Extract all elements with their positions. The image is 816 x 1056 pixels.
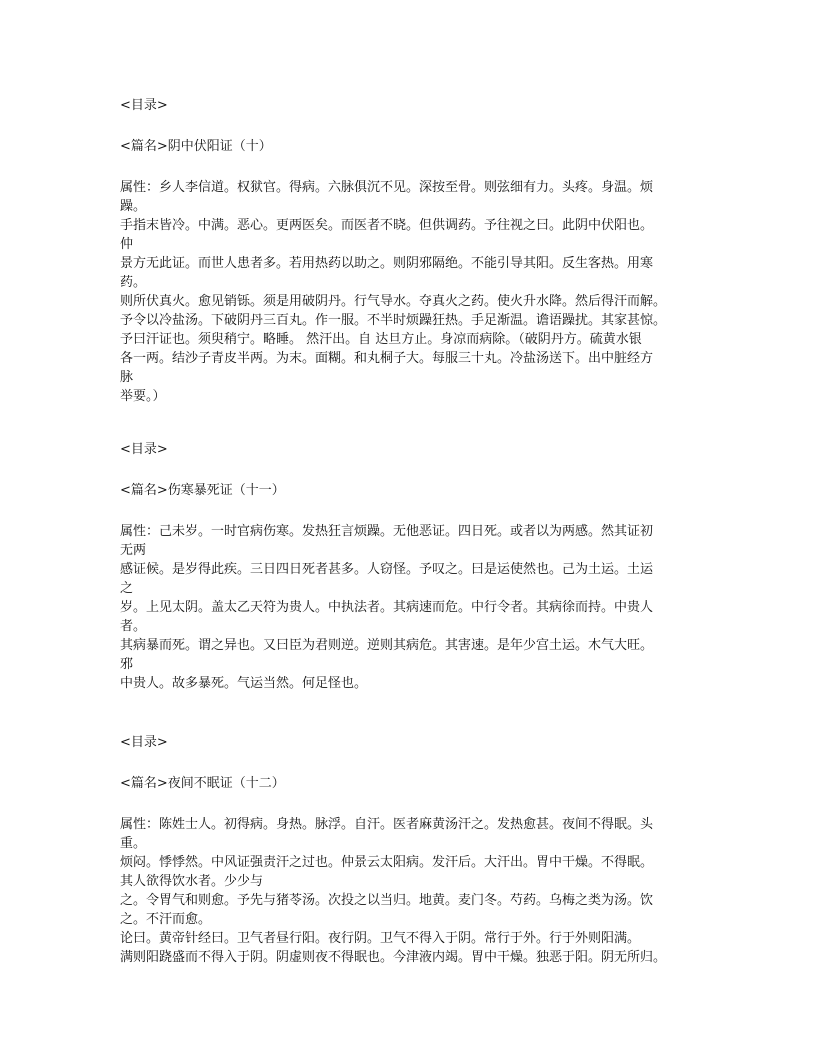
body-text-line: 躁。 [120,199,147,214]
body-text-line: 中贵人。故多暴死。气运当然。何足怪也。 [120,676,368,691]
body-text-line: 其人欲得饮水者。少少与 [120,874,264,889]
body-text-line: 属性：己未岁。一时官病伤寒。发热狂言烦躁。无他恶证。四日死。或者以为两感。然其证初 [120,524,654,539]
body-text-line: 之。令胃气和则愈。予先与猪苓汤。次投之以当归。地黄。麦门冬。芍药。乌梅之类为汤。饮 [120,893,654,908]
body-text-line: 烦闷。悸悸然。中风证强责汗之过也。仲景云太阳病。发汗后。大汗出。胃中干燥。不得眠。 [120,855,654,870]
body-text-line: 脉 [120,370,134,385]
body-text-line: 之。不汗而愈。 [120,912,212,927]
toc-link[interactable]: <目录> [120,442,168,457]
body-text-line: 无两 [120,543,147,558]
body-text-line: 予曰汗证也。须臾稍宁。略睡。 然汗出。自 达旦方止。身凉而病除。（破阴丹方。硫黄水银 [120,332,642,347]
body-text-line: 举要。） [120,389,166,404]
body-text-line: 重。 [120,836,147,851]
chapter-section-11 [120,440,700,693]
chapter-section-10 [120,96,700,406]
body-text-line: 感证候。是岁得此疾。三日四日死者甚多。人窃怪。予叹之。曰是运使然也。己为土运。土运 [120,562,654,577]
toc-link[interactable]: <目录> [120,735,168,750]
body-text-line: 论曰。黄帝针经曰。卫气者昼行阳。夜行阴。卫气不得入于阴。常行于外。行于外则阳满。 [120,931,641,946]
body-text-line: 邪 [120,657,134,672]
body-text-line: 仲 [120,237,134,252]
body-text-line: 其病暴而死。谓之异也。又曰臣为君则逆。逆则其病危。其害速。是年少宫土运。木气大旺。 [120,638,654,653]
body-text-line: 满则阳跷盛而不得入于阴。阴虚则夜不得眠也。今津液内竭。胃中干燥。独恶于阳。阴无所归。 [120,950,667,965]
body-text-line: 之 [120,581,134,596]
toc-link[interactable]: <目录> [120,98,168,113]
body-text-line: 者。 [120,619,147,634]
body-text-line: 则所伏真火。愈见销铄。须是用破阴丹。行气导水。夺真火之药。使火升水降。然后得汗而解。 [120,294,667,309]
body-text-line: 属性：陈姓士人。初得病。身热。脉浮。自汗。医者麻黄汤汗之。发热愈甚。夜间不得眠。头 [120,817,654,832]
chapter-title: <篇名>伤寒暴死证（十一） [120,483,285,498]
body-text-line: 景方无此证。而世人患者多。若用热药以助之。则阴邪隔绝。不能引导其阳。反生客热。用寒 [120,256,654,271]
body-text-line: 予令以冷盐汤。下破阴丹三百丸。作一服。不半时烦躁狂热。手足渐温。谵语躁扰。其家甚惊。 [120,313,667,328]
body-text-line: 岁。上见太阴。盖太乙天符为贵人。中执法者。其病速而危。中行令者。其病徐而持。中贵人 [120,600,654,615]
chapter-title: <篇名>阴中伏阳证（十） [120,139,272,154]
body-text-line: 药。 [120,275,147,290]
chapter-section-12 [120,733,700,967]
body-text-line: 属性：乡人李信道。权狱官。得病。六脉俱沉不见。深按至骨。则弦细有力。头疼。身温。烦 [120,180,654,195]
body-text-line: 手指末皆冷。中满。恶心。更两医矣。而医者不晓。但供调药。予往视之曰。此阴中伏阳也。 [120,218,654,233]
body-text-line: 各一两。结沙子青皮半两。为末。面糊。和丸桐子大。每服三十丸。冷盐汤送下。出中脏经方 [120,351,654,366]
chapter-title: <篇名>夜间不眠证（十二） [120,776,285,791]
